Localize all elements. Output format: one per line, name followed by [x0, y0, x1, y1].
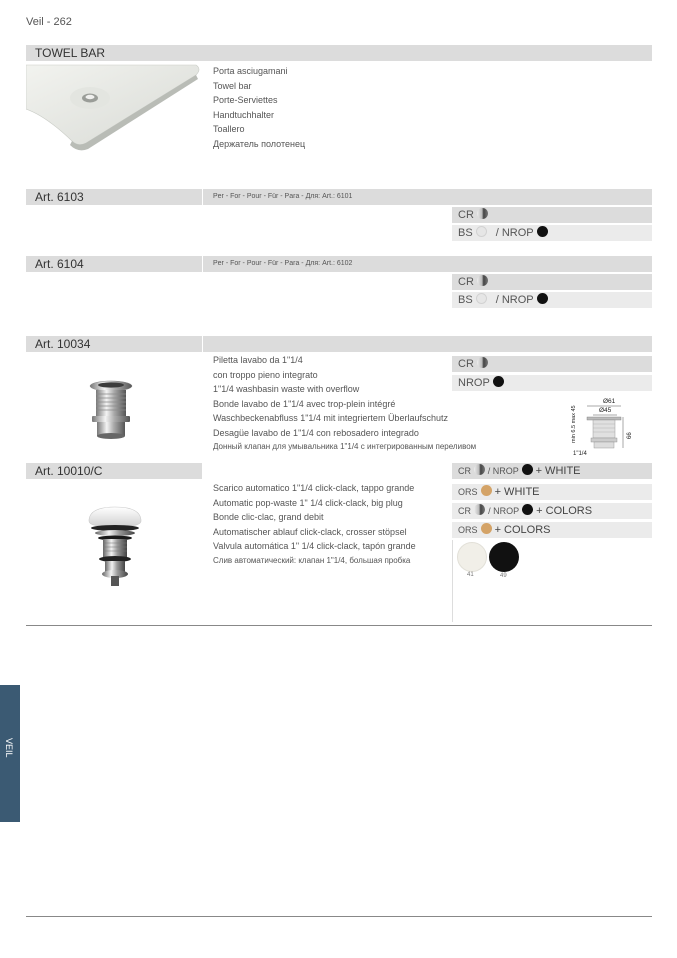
swatch-code: 41 [467, 572, 474, 578]
finish-row-cr [452, 207, 652, 223]
desc-line: Automatic pop-waste 1" 1/4 click-clack, big plug [213, 497, 403, 508]
section-bar-towel-bar [26, 45, 652, 61]
section-bar-art-10010c [26, 463, 202, 479]
swatch-code: 49 [500, 573, 507, 579]
desc-line: Waschbeckenabfluss 1"1/4 mit integriertem Überlaufschutz [213, 413, 448, 423]
towel-bar-description [213, 64, 305, 151]
matt-black-swatch-icon [493, 376, 504, 387]
matt-black-swatch-icon [522, 504, 533, 515]
color-swatch-white [457, 542, 487, 572]
section-bar-art-10034 [26, 336, 652, 352]
art-10034-description [213, 353, 476, 455]
finish-row-bs-nrop [452, 292, 652, 308]
side-tab-label: VEIL [4, 738, 14, 758]
finish-code: CR [458, 466, 471, 476]
desc-line: Донный клапан для умывальника 1"1/4 с интегрированным переливом [213, 442, 477, 451]
desc-line: con troppo pieno integrato [213, 369, 318, 380]
desc-line: Handtuchhalter [213, 109, 275, 120]
desc-line: Porte-Serviettes [213, 95, 278, 105]
chrome-swatch-icon [477, 357, 488, 368]
dimension-d61: Ø61 [603, 398, 616, 405]
finish-option-cr-nrop-colors [452, 503, 652, 519]
dimension-drawing [565, 395, 637, 457]
finish-code: / NROP [488, 506, 520, 516]
side-tab [0, 685, 20, 822]
finish-option-ors-colors [452, 522, 652, 538]
compatibility-text: Per - For - Pour - Für - Para - Для: Art.: 6101 [213, 193, 353, 200]
desc-line: Towel bar [213, 80, 252, 91]
finish-row-bs-nrop [452, 225, 652, 241]
finish-plus-label: + COLORS [536, 505, 593, 517]
desc-line: Automatischer ablauf click-clack, crosser stöpsel [213, 526, 407, 537]
finish-option-ors-white [452, 484, 652, 500]
color-swatch-black [489, 542, 519, 572]
bar-divider [202, 189, 203, 205]
finish-row-nrop [452, 375, 652, 391]
finish-code: CR [458, 358, 474, 370]
finish-code: NROP [458, 377, 490, 389]
matt-black-swatch-icon [522, 464, 533, 475]
dimension-height: 66 [627, 432, 633, 439]
desc-line: Piletta lavabo da 1"1/4 [213, 355, 303, 365]
article-number: Art. 6103 [35, 190, 84, 204]
page-label: Veil - 262 [26, 16, 72, 28]
finish-code: CR [458, 209, 474, 221]
finish-code: / NROP [495, 294, 534, 306]
towel-bar-image [26, 61, 202, 159]
desc-line: Держатель полотенец [213, 138, 306, 149]
finish-code: / NROP [495, 227, 534, 239]
brushed-steel-swatch-icon [476, 293, 487, 304]
desc-line: Valvula automática 1" 1/4 click-clack, tapón grande [213, 541, 416, 551]
article-number: Art. 10034 [35, 337, 91, 351]
bar-divider [202, 256, 203, 272]
section-bar-art-6104 [26, 256, 652, 272]
finish-option-cr-nrop-white [452, 463, 652, 479]
compatibility-text: Per - For - Pour - Für - Para - Для: Art.: 6102 [213, 260, 353, 267]
section-title: TOWEL BAR [35, 46, 106, 60]
dimension-d45: Ø45 [599, 407, 612, 414]
section-separator [26, 625, 652, 626]
desc-line: Scarico automatico 1"1/4 click-clack, tappo grande [213, 483, 415, 493]
section-bar-art-6103 [26, 189, 652, 205]
brushed-gold-swatch-icon [481, 523, 492, 534]
desc-line: 1"1/4 washbasin waste with overflow [213, 384, 360, 394]
finish-code: / NROP [487, 466, 519, 476]
desc-line: Desagüe lavabo de 1"1/4 con rebosadero integrado [213, 427, 419, 438]
article-number: Art. 6104 [35, 257, 84, 271]
chrome-swatch-icon [477, 208, 488, 219]
column-divider [452, 540, 453, 622]
finish-code: ORS [458, 525, 478, 535]
brushed-steel-swatch-icon [476, 226, 487, 237]
art-10010c-description [213, 481, 416, 568]
brushed-gold-swatch-icon [481, 485, 492, 496]
finish-code: ORS [458, 487, 478, 497]
desc-line: Bonde clic-clac, grand debit [213, 512, 324, 522]
finish-code: CR [458, 506, 471, 516]
dimension-min-max: min 6.5 max 45 [571, 405, 577, 443]
finish-code: BS [458, 227, 473, 239]
finish-row-cr [452, 356, 652, 372]
desc-line: Porta asciugamani [213, 66, 288, 76]
finish-code: BS [458, 294, 473, 306]
finish-row-cr [452, 274, 652, 290]
finish-plus-label: + WHITE [535, 465, 581, 477]
finish-code: CR [458, 276, 474, 288]
bar-divider [202, 336, 203, 352]
finish-plus-label: + WHITE [494, 486, 540, 498]
matt-black-swatch-icon [537, 226, 548, 237]
desc-line: Bonde lavabo de 1"1/4 avec trop-plein intégré [213, 398, 396, 409]
dimension-thread: 1"1/4 [573, 451, 587, 457]
footer-separator [26, 916, 652, 917]
chrome-swatch-icon [474, 504, 485, 515]
waste-valve-image [86, 378, 136, 440]
click-clack-valve-image [86, 505, 144, 589]
article-number: Art. 10010/C [35, 464, 103, 478]
desc-line: Слив автоматический: клапан 1"1/4, большая пробка [213, 555, 411, 565]
matt-black-swatch-icon [537, 293, 548, 304]
desc-line: Toallero [213, 124, 245, 134]
chrome-swatch-icon [474, 464, 485, 475]
finish-plus-label: + COLORS [494, 524, 551, 536]
chrome-swatch-icon [477, 275, 488, 286]
